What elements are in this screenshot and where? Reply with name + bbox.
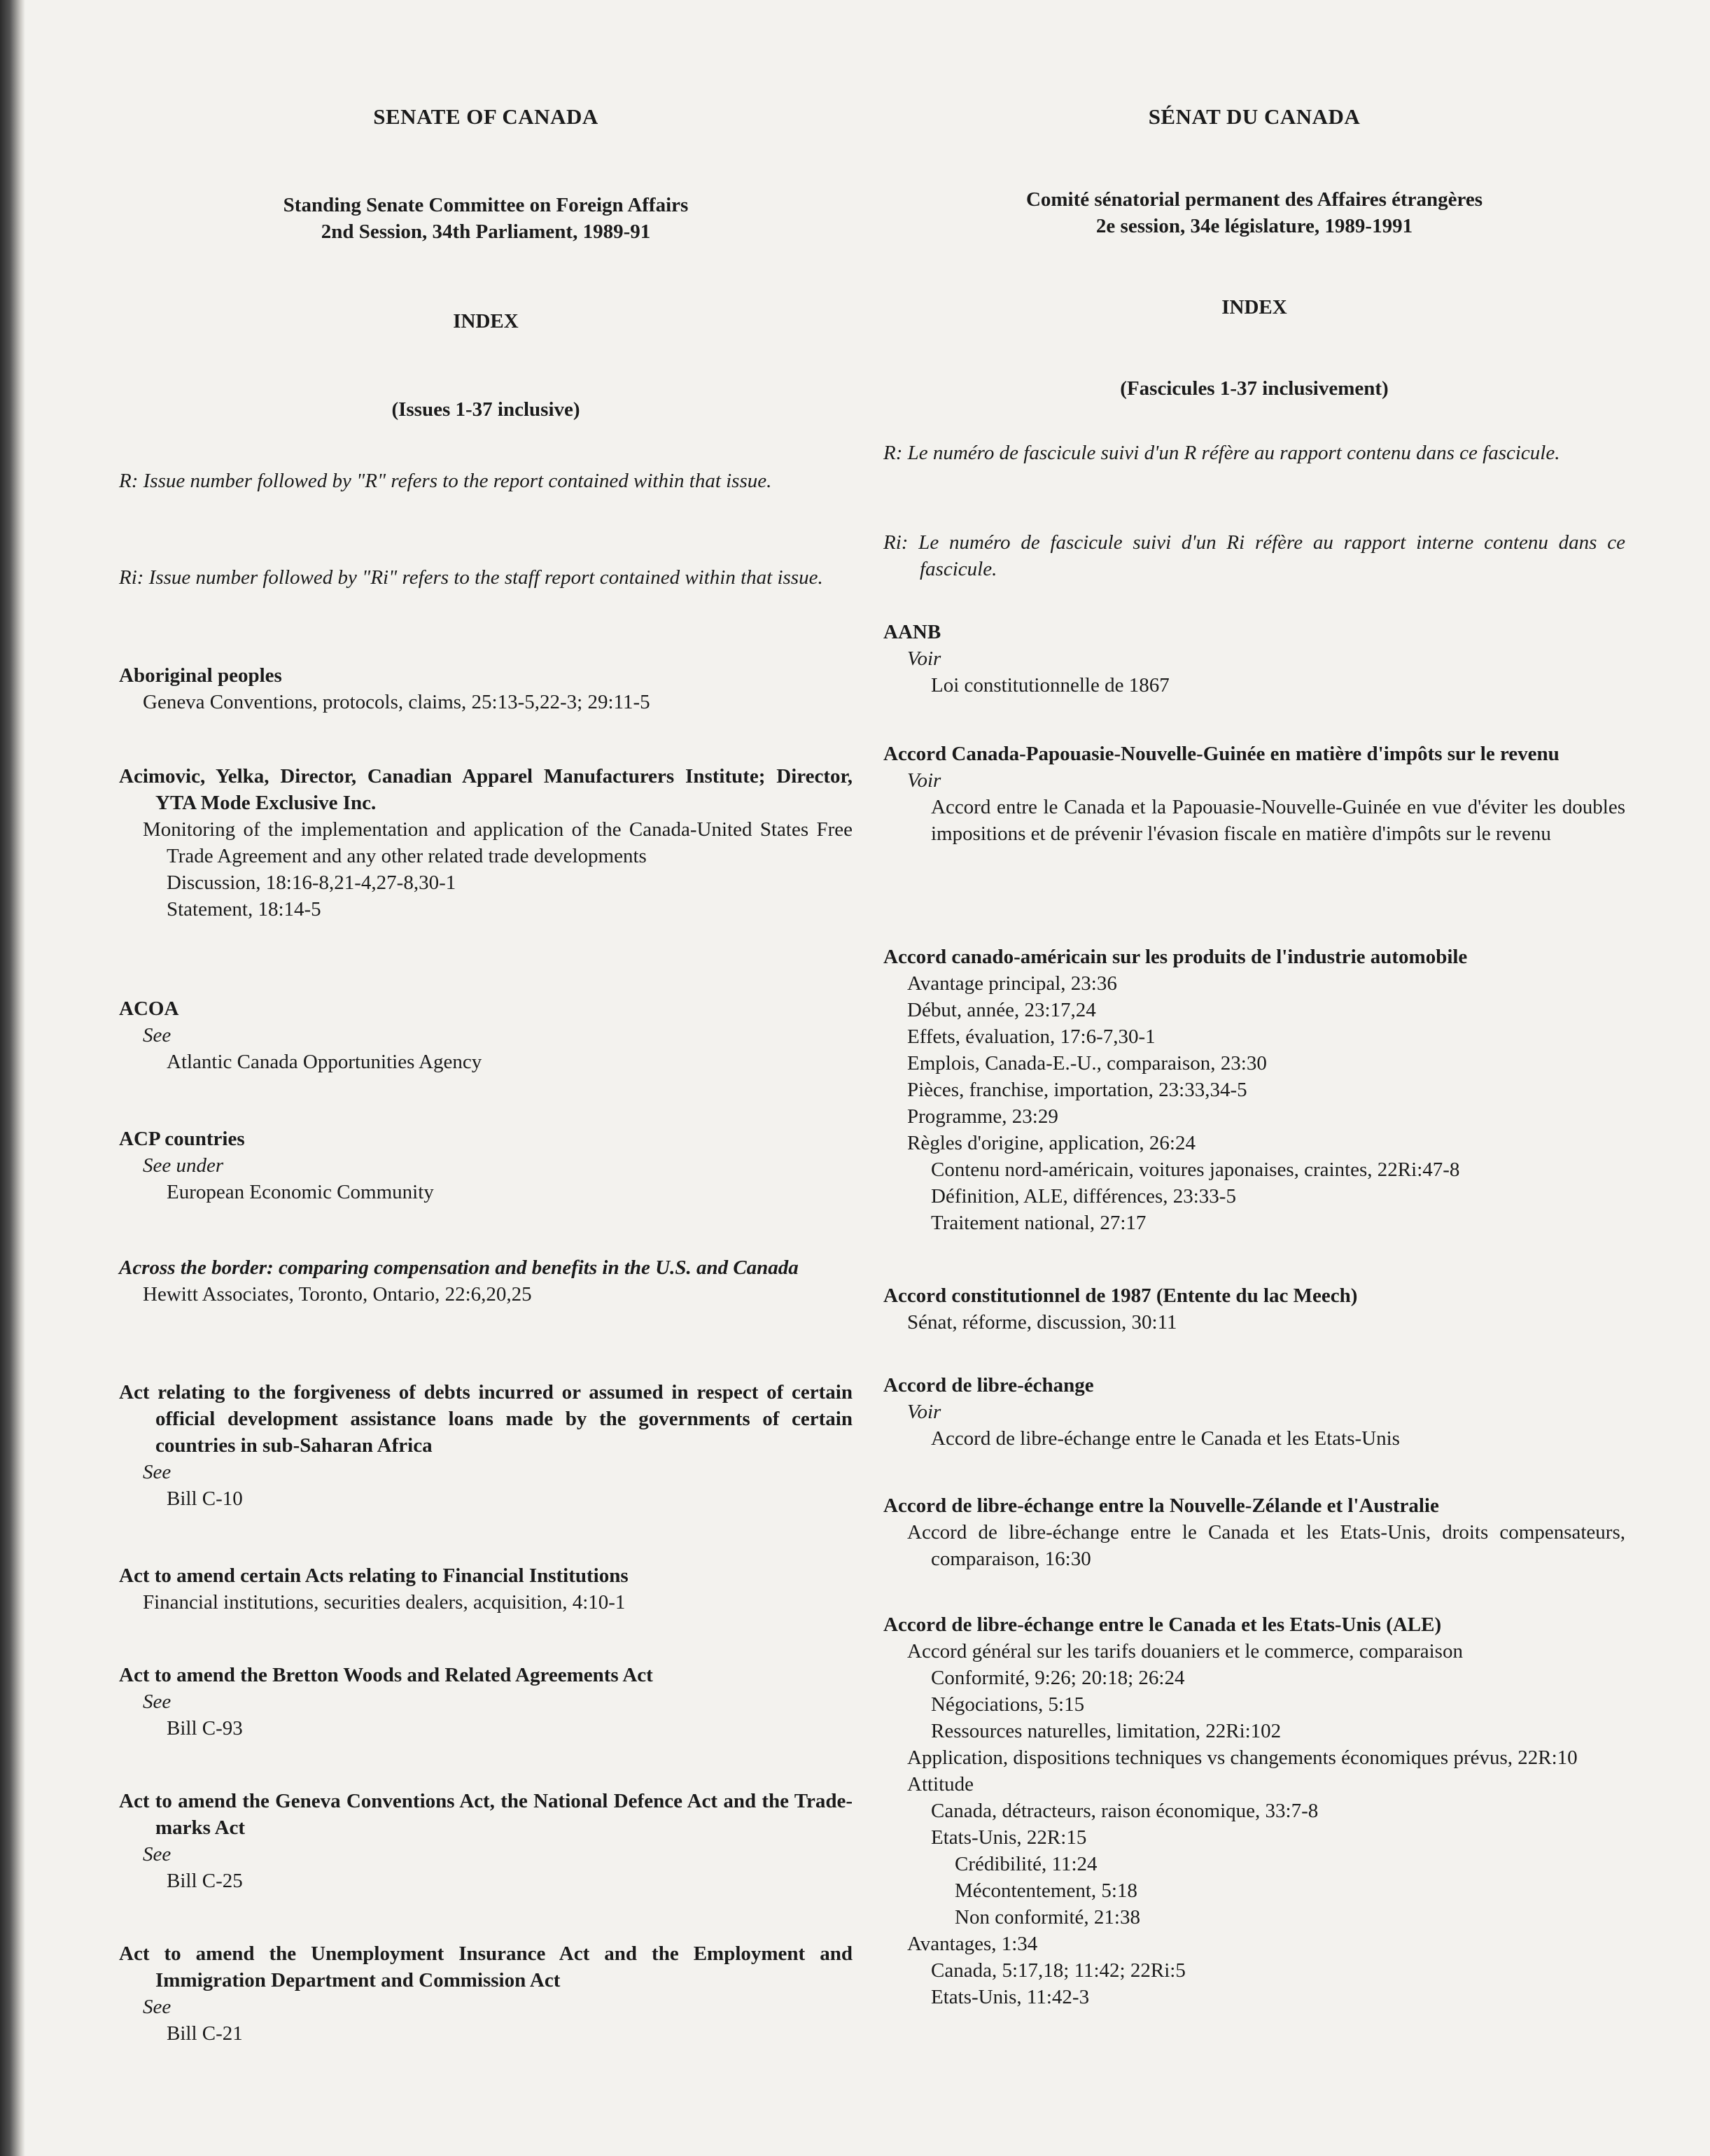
chamber-title-en: SENATE OF CANADA	[373, 104, 598, 129]
index-entry	[119, 1379, 853, 1512]
session-info-fr: 2e session, 34e législature, 1989-1991	[1095, 215, 1413, 237]
see-reference: Voir	[907, 648, 941, 670]
entry-subheading: Monitoring of the implementation and application of the Canada-United States Free Trade Agreement and any other related trade developments	[143, 818, 853, 867]
issues-range-fr: (Fascicules 1-37 inclusivement)	[1120, 377, 1389, 400]
entry-items	[883, 1638, 1625, 2010]
entry-line: Négociations, 5:15	[931, 1693, 1085, 1716]
index-entry	[883, 1492, 1625, 1572]
note-ri-fr: Ri: Le numéro de fascicule suivi d'un Ri réfère au rapport interne contenu dans ce fascicule.	[883, 531, 1625, 580]
see-reference: See	[143, 1024, 171, 1046]
entry-heading: Aboriginal peoples	[119, 664, 282, 687]
note-r-fr: R: Le numéro de fascicule suivi d'un R réfère au rapport contenu dans ce fascicule.	[883, 442, 1560, 464]
index-entry	[883, 1372, 1625, 1452]
entry-heading: Act to amend the Unemployment Insurance Act and the Employment and Immigration Department and Commission Act	[119, 1942, 853, 1991]
entry-line: Canada, 5:17,18; 11:42; 22Ri:5	[931, 1959, 1186, 1982]
index-entry	[119, 763, 853, 923]
entry-line: Etats-Unis, 22R:15	[931, 1826, 1087, 1849]
entry-line: Définition, ALE, différences, 23:33-5	[931, 1185, 1236, 1208]
entry-line: Avantages, 1:34	[907, 1933, 1038, 1955]
entry-heading: Accord de libre-échange entre la Nouvelle-Zélande et l'Australie	[883, 1494, 1439, 1517]
entry-heading: Act to amend the Bretton Woods and Related Agreements Act	[119, 1664, 653, 1686]
chamber-title-fr: SÉNAT DU CANADA	[1148, 104, 1361, 129]
index-entry	[883, 741, 1625, 847]
entry-heading: Accord canado-américain sur les produits de l'industrie automobile	[883, 946, 1468, 968]
see-reference: See under	[143, 1154, 224, 1177]
session-info-en: 2nd Session, 34th Parliament, 1989-91	[321, 220, 651, 243]
committee-header-fr	[883, 186, 1625, 239]
note-ri-en: Ri: Issue number followed by "Ri" refers to the staff report contained within that issue.	[119, 566, 823, 589]
see-reference: Voir	[907, 769, 941, 792]
see-reference: Voir	[907, 1401, 941, 1423]
entry-line: Emplois, Canada-E.-U., comparaison, 23:30	[907, 1052, 1267, 1074]
entry-line: Accord général sur les tarifs douaniers et le commerce, comparaison	[907, 1640, 1463, 1662]
entry-line: Non conformité, 21:38	[955, 1906, 1140, 1928]
entry-line: Début, année, 23:17,24	[907, 999, 1096, 1021]
entry-heading: Act to amend the Geneva Conventions Act, the National Defence Act and the Trade-marks Act	[119, 1790, 853, 1839]
entry-line: Loi constitutionnelle de 1867	[931, 674, 1170, 696]
entry-line: Bill C-10	[167, 1488, 243, 1510]
entry-line: Traitement national, 27:17	[931, 1212, 1147, 1234]
entry-heading: ACP countries	[119, 1128, 245, 1150]
entry-heading: Acimovic, Yelka, Director, Canadian Apparel Manufacturers Institute; Director, YTA Mode Exclusive Inc.	[119, 765, 853, 814]
entry-line: Contenu nord-américain, voitures japonaises, craintes, 22Ri:47-8	[931, 1158, 1460, 1181]
committee-name-en: Standing Senate Committee on Foreign Affairs	[283, 194, 689, 216]
entry-line: Bill C-93	[167, 1717, 243, 1740]
entry-line: Programme, 23:29	[907, 1105, 1058, 1128]
index-entry	[883, 619, 1625, 699]
see-reference: See	[143, 1843, 171, 1865]
index-entry	[119, 1662, 853, 1742]
entry-heading: Act to amend certain Acts relating to Financial Institutions	[119, 1564, 629, 1587]
index-entry	[119, 1940, 853, 2047]
index-entry	[119, 1126, 853, 1205]
entry-line: Accord entre le Canada et la Papouasie-Nouvelle-Guinée en vue d'éviter les doubles impositions et de prévenir l'évasion fiscale en matière d'impôts sur le revenu	[931, 796, 1625, 845]
entry-line: European Economic Community	[167, 1181, 434, 1203]
see-reference: See	[143, 1690, 171, 1713]
entry-line: Accord de libre-échange entre le Canada et les Etats-Unis, droits compensateurs, comparaison, 16:30	[907, 1521, 1625, 1570]
entry-line: Discussion, 18:16-8,21-4,27-8,30-1	[167, 872, 456, 894]
entry-line: Atlantic Canada Opportunities Agency	[167, 1051, 482, 1073]
entry-heading: Accord constitutionnel de 1987 (Entente du lac Meech)	[883, 1284, 1358, 1307]
entry-line: Geneva Conventions, protocols, claims, 25:13-5,22-3; 29:11-5	[143, 691, 650, 713]
entry-line: Avantage principal, 23:36	[907, 972, 1117, 995]
index-entry	[883, 944, 1625, 1236]
scan-binding-edge	[0, 0, 25, 2156]
entry-line: Bill C-25	[167, 1870, 243, 1892]
note-r-en: R: Issue number followed by "R" refers to the report contained within that issue.	[119, 470, 772, 492]
index-entry	[119, 1562, 853, 1616]
issues-range-en: (Issues 1-37 inclusive)	[391, 398, 580, 421]
entry-heading: ACOA	[119, 997, 179, 1020]
entry-line: Crédibilité, 11:24	[955, 1853, 1098, 1875]
index-title-fr: INDEX	[1221, 296, 1287, 318]
index-entry	[119, 995, 853, 1075]
entry-line: Hewitt Associates, Toronto, Ontario, 22:6,20,25	[143, 1283, 532, 1306]
entry-heading: Act relating to the forgiveness of debts incurred or assumed in respect of certain official development assistance loans made by the governments of certain countries in sub-Saharan Africa	[119, 1381, 853, 1457]
index-entry	[119, 1254, 853, 1308]
entry-line: Etats-Unis, 11:42-3	[931, 1986, 1090, 2008]
index-entry	[883, 1282, 1625, 1336]
committee-name-fr: Comité sénatorial permanent des Affaires étrangères	[1025, 188, 1483, 211]
index-entry	[883, 1611, 1625, 2010]
entry-line: Bill C-21	[167, 2022, 243, 2045]
entry-line: Règles d'origine, application, 26:24	[907, 1132, 1196, 1154]
entry-heading: AANB	[883, 621, 941, 643]
index-entry	[119, 662, 853, 715]
see-reference: See	[143, 1996, 171, 2018]
entry-line: Pièces, franchise, importation, 23:33,34-5	[907, 1079, 1247, 1101]
entry-line: Attitude	[907, 1773, 974, 1795]
entry-heading: Accord de libre-échange	[883, 1374, 1094, 1396]
entry-line: Sénat, réforme, discussion, 30:11	[907, 1311, 1177, 1334]
entry-line: Statement, 18:14-5	[167, 898, 321, 920]
entry-items	[883, 970, 1625, 1236]
entry-heading: Accord de libre-échange entre le Canada et les Etats-Unis (ALE)	[883, 1614, 1442, 1636]
entry-line: Effets, évaluation, 17:6-7,30-1	[907, 1026, 1156, 1048]
committee-header-en	[119, 192, 853, 245]
entry-line: Conformité, 9:26; 20:18; 26:24	[931, 1667, 1185, 1689]
entry-line: Financial institutions, securities dealers, acquisition, 4:10-1	[143, 1591, 626, 1614]
entry-heading: Accord Canada-Papouasie-Nouvelle-Guinée en matière d'impôts sur le revenu	[883, 743, 1560, 765]
entry-line: Application, dispositions techniques vs changements économiques prévus, 22R:10	[907, 1746, 1578, 1769]
entry-line: Ressources naturelles, limitation, 22Ri:102	[931, 1720, 1282, 1742]
index-entry	[119, 1788, 853, 1894]
index-title-en: INDEX	[453, 310, 519, 332]
entry-heading: Across the border: comparing compensation and benefits in the U.S. and Canada	[119, 1256, 799, 1279]
see-reference: See	[143, 1461, 171, 1483]
entry-line: Accord de libre-échange entre le Canada et les Etats-Unis	[931, 1427, 1400, 1450]
entry-line: Canada, détracteurs, raison économique, 33:7-8	[931, 1800, 1319, 1822]
entry-line: Mécontentement, 5:18	[955, 1879, 1137, 1902]
